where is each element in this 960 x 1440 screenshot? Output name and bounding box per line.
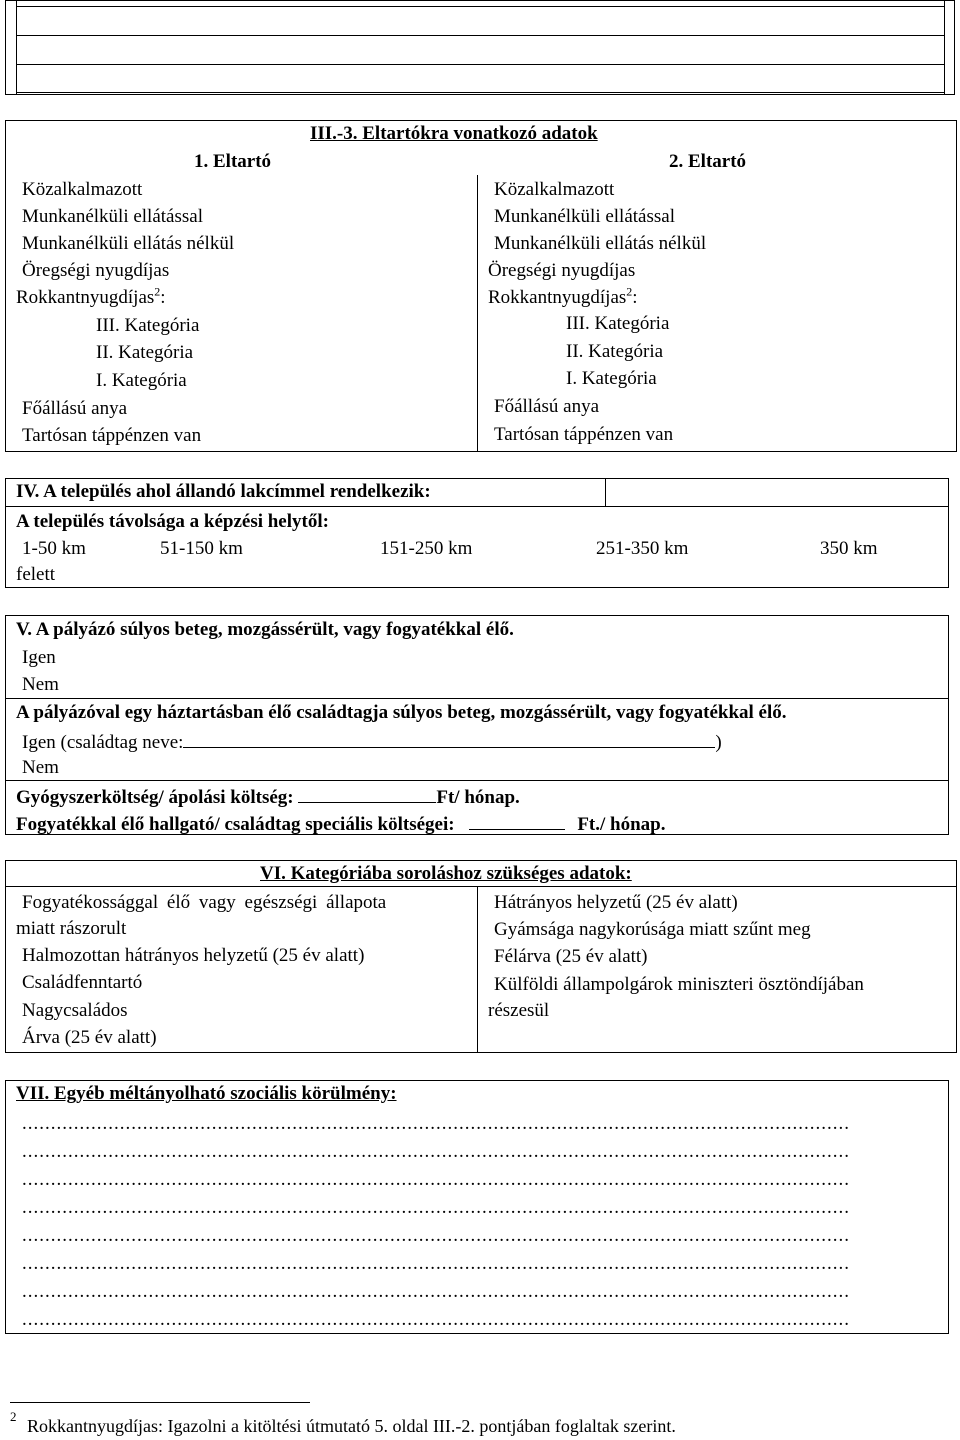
checkbox-category-2-2[interactable]: II. Kategória xyxy=(566,341,664,362)
top-table-border xyxy=(5,0,955,95)
checkbox-full-time-mother-1[interactable]: Főállású anya xyxy=(22,398,128,419)
checkbox-category-1-1[interactable]: I. Kategória xyxy=(96,370,187,391)
section-title: III.-3. Eltartókra vonatkozó adatok xyxy=(310,123,598,144)
checkbox-applicant-yes[interactable]: Igen xyxy=(22,647,56,668)
section-vii-title: VII. Egyéb méltányolható szociális körülmény: xyxy=(16,1083,397,1104)
checkbox-category-1-2[interactable]: I. Kategória xyxy=(566,368,657,389)
dotted-line[interactable]: ................................................................................................................................................ xyxy=(22,1141,850,1162)
footnote-number: 2 xyxy=(10,1409,17,1424)
checkbox-orphan[interactable]: Árva (25 év alatt) xyxy=(22,1027,157,1048)
checkbox-disability-health[interactable]: Fogyatékossággal élő vagy egészségi állapota xyxy=(22,892,387,913)
footnote-text: Rokkantnyugdíjas: Igazolni a kitöltési útmutató 5. oldal III.-2. pontjában foglaltak szerint. xyxy=(27,1416,676,1436)
pensioner-label-2[interactable]: Öregségi nyugdíjas xyxy=(488,260,636,281)
dependent-1-heading: 1. Eltartó xyxy=(194,151,272,172)
checkbox-disadvantaged[interactable]: Hátrányos helyzetű (25 év alatt) xyxy=(494,892,738,913)
medication-cost-field[interactable] xyxy=(298,784,436,803)
section-iv-title: IV. A település ahol állandó lakcímmel rendelkezik: xyxy=(16,481,431,502)
special-cost-field[interactable] xyxy=(469,811,565,830)
household-member-question: A pályázóval egy háztartásban élő családtagja súlyos beteg, mozgássérült, vagy fogyatékkal élő. xyxy=(16,702,787,723)
checkbox-distance-151-250[interactable]: 151-250 km xyxy=(380,538,473,559)
dotted-line[interactable]: ................................................................................................................................................ xyxy=(22,1253,850,1274)
checkbox-distance-1-50[interactable]: 1-50 km xyxy=(22,538,86,559)
footnote-separator xyxy=(10,1402,310,1403)
checkbox-distance-over-350[interactable]: 350 km xyxy=(820,538,878,559)
checkbox-half-orphan[interactable]: Félárva (25 év alatt) xyxy=(494,946,648,967)
checkbox-large-family[interactable]: Nagycsaládos xyxy=(22,1000,128,1021)
checkbox-unemployed-benefit-1[interactable]: Munkanélküli ellátással xyxy=(22,206,203,227)
dotted-line[interactable]: ................................................................................................................................................ xyxy=(22,1197,850,1218)
checkbox-applicant-no[interactable]: Nem xyxy=(22,674,59,695)
checkbox-category-3-2[interactable]: III. Kategória xyxy=(566,313,670,334)
dotted-line[interactable]: ................................................................................................................................................ xyxy=(22,1169,850,1190)
distance-label: A település távolsága a képzési helytől: xyxy=(16,511,329,532)
disability-pension-label-1: Rokkantnyugdíjas$^2$: xyxy=(16,284,166,308)
checkbox-sick-leave-1[interactable]: Tartósan táppénzen van xyxy=(22,425,202,446)
checkbox-civil-servant-1[interactable]: Közalkalmazott xyxy=(22,179,143,200)
checkbox-breadwinner[interactable]: Családfenntartó xyxy=(22,972,143,993)
checkbox-civil-servant-2[interactable]: Közalkalmazott xyxy=(494,179,615,200)
checkbox-distance-51-150[interactable]: 51-150 km xyxy=(160,538,243,559)
checkbox-guardianship-ended[interactable]: Gyámsága nagykorúsága miatt szűnt meg xyxy=(494,919,811,940)
disability-health-continued: miatt rászorult xyxy=(16,918,127,939)
checkbox-pensioner-1[interactable]: Öregségi nyugdíjas xyxy=(22,260,170,281)
disability-pension-label-2: Rokkantnyugdíjas$^2$: xyxy=(488,284,638,308)
checkbox-unemployed-no-benefit-1[interactable]: Munkanélküli ellátás nélkül xyxy=(22,233,235,254)
dotted-line[interactable]: ................................................................................................................................................ xyxy=(22,1309,850,1330)
dependent-2-heading: 2. Eltartó xyxy=(669,151,747,172)
distance-over-350-continued: felett xyxy=(16,564,56,585)
special-cost-row: Fogyatékkal élő hallgató/ családtag speciális költségei: Ft./ hónap. xyxy=(16,811,666,837)
section-vi-title: VI. Kategóriába soroláshoz szükséges adatok: xyxy=(260,863,632,884)
checkbox-unemployed-no-benefit-2[interactable]: Munkanélküli ellátás nélkül xyxy=(494,233,707,254)
checkbox-sick-leave-2[interactable]: Tartósan táppénzen van xyxy=(494,424,674,445)
family-member-name-field[interactable] xyxy=(183,729,715,748)
dotted-line[interactable]: ................................................................................................................................................ xyxy=(22,1225,850,1246)
checkbox-distance-251-350[interactable]: 251-350 km xyxy=(596,538,689,559)
checkbox-multiple-disadvantaged[interactable]: Halmozottan hátrányos helyzetű (25 év alatt) xyxy=(22,945,365,966)
checkbox-unemployed-benefit-2[interactable]: Munkanélküli ellátással xyxy=(494,206,675,227)
section-v-title: V. A pályázó súlyos beteg, mozgássérült, vagy fogyatékkal élő. xyxy=(16,619,514,640)
checkbox-category-3-1[interactable]: III. Kategória xyxy=(96,315,200,336)
checkbox-category-2-1[interactable]: II. Kategória xyxy=(96,342,194,363)
dotted-line[interactable]: ................................................................................................................................................ xyxy=(22,1113,850,1134)
checkbox-foreign-scholarship[interactable]: Külföldi állampolgárok miniszteri ösztöndíjában xyxy=(494,974,864,995)
medication-cost-row: Gyógyszerköltség/ ápolási költség: Ft/ hónap. xyxy=(16,784,520,810)
foreign-scholarship-continued: részesül xyxy=(488,1000,550,1021)
checkbox-full-time-mother-2[interactable]: Főállású anya xyxy=(494,396,600,417)
dotted-line[interactable]: ................................................................................................................................................ xyxy=(22,1281,850,1302)
checkbox-family-no[interactable]: Nem xyxy=(22,757,59,778)
checkbox-family-yes[interactable]: Igen (családtag neve: ) xyxy=(16,729,722,755)
